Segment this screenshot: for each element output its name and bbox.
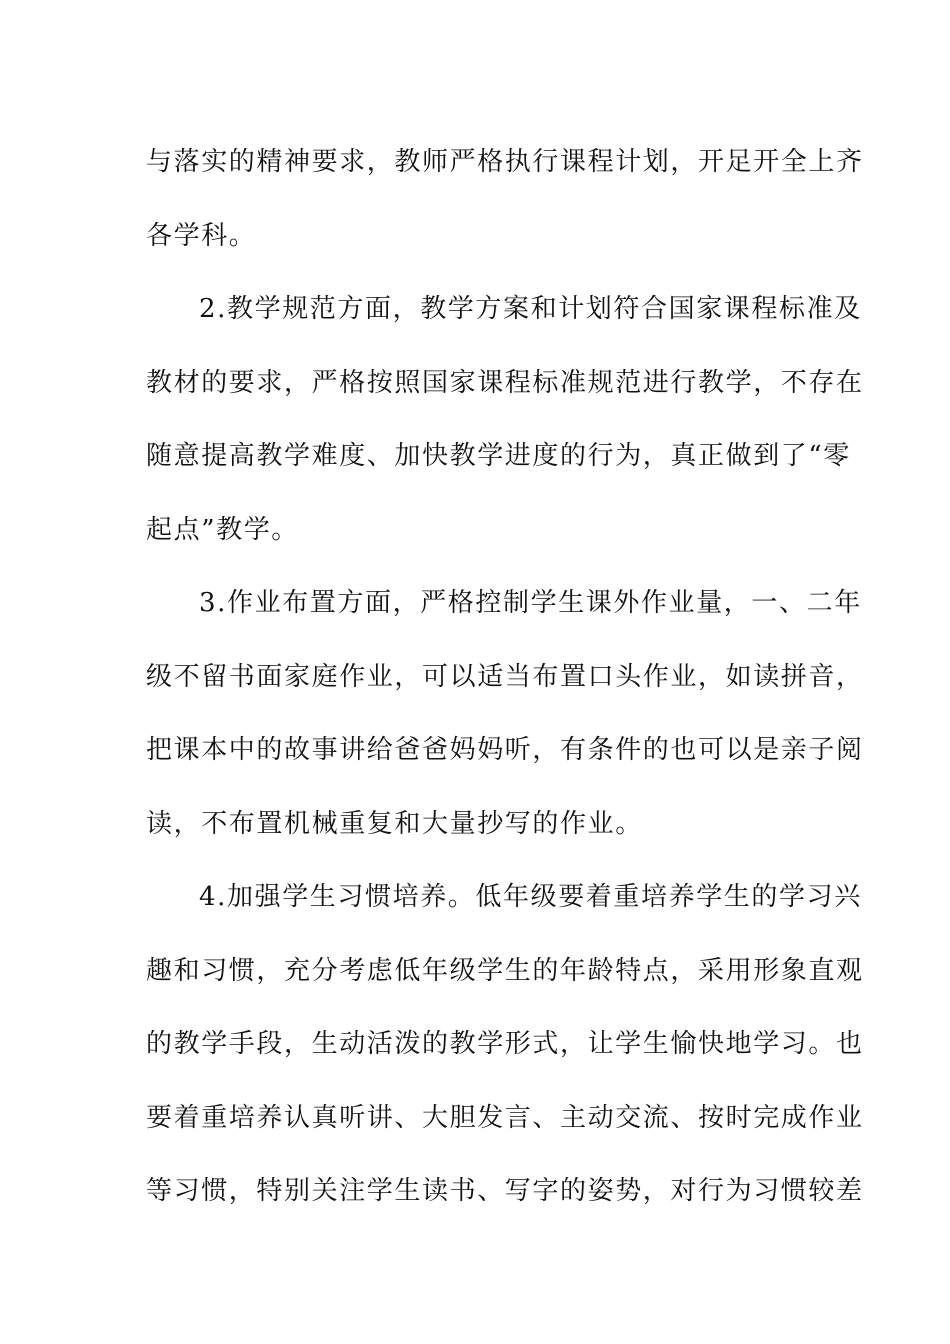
text-line: 各学科。 [146,220,257,251]
text-line: 要着重培养认真听讲、大胆发言、主动交流、按时完成作业 [146,1102,864,1133]
paragraph-4-start: 4.加强学生习惯培养。低年级要着重培养学生的学习兴 [199,882,862,912]
paragraph-3-start: 3.作业布置方面，严格控制学生课外作业量，一、二年 [199,588,862,618]
text-line: 起点”教学。 [146,514,299,545]
text-line: 教材的要求，严格按照国家课程标准规范进行教学，不存在 [146,367,864,398]
text-line: 的教学手段，生动活泼的教学形式，让学生愉快地学习。也 [146,1029,864,1059]
text-line: 读，不布置机械重复和大量抄写的作业。 [146,808,643,839]
text-line: 级不留书面家庭作业，可以适当布置口头作业，如读拼音， [146,661,864,692]
text-line: 与落实的精神要求，教师严格执行课程计划，开足开全上齐 [146,147,864,177]
text-line: 趣和习惯，充分考虑低年级学生的年龄特点，采用形象直观 [146,955,864,986]
paragraph-2-start: 2.教学规范方面，教学方案和计划符合国家课程标准及 [199,294,862,324]
text-line: 等习惯，特别关注学生读书、写字的姿势，对行为习惯较差 [146,1176,864,1206]
text-line: 把课本中的故事讲给爸爸妈妈听，有条件的也可以是亲子阅 [146,735,864,765]
text-line: 随意提高教学难度、加快教学进度的行为，真正做到了“零 [146,441,851,471]
body-text [146,126,864,1229]
